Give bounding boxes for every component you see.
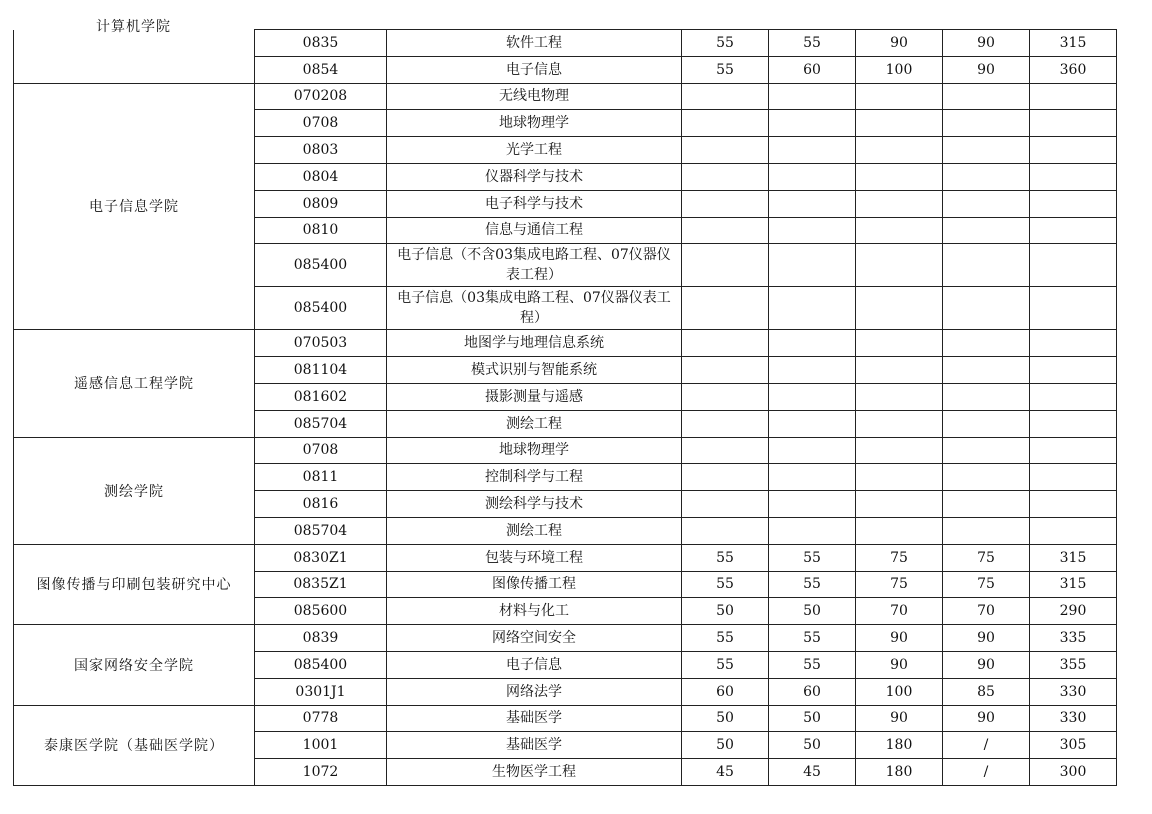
score-cell [1030, 244, 1117, 287]
major-name-cell: 地图学与地理信息系统 [387, 330, 682, 357]
major-code-cell: 085600 [255, 598, 387, 625]
score-cell: 355 [1030, 651, 1117, 678]
score-cell [1030, 464, 1117, 491]
score-cell: 90 [856, 651, 943, 678]
score-cell: 90 [943, 56, 1030, 83]
score-cell [943, 190, 1030, 217]
score-cell: 55 [682, 56, 769, 83]
admission-score-table [13, 29, 1117, 786]
score-cell [769, 464, 856, 491]
score-cell [682, 330, 769, 357]
score-cell [943, 330, 1030, 357]
major-name-cell: 测绘工程 [387, 517, 682, 544]
major-name-cell: 材料与化工 [387, 598, 682, 625]
major-name-cell: 控制科学与工程 [387, 464, 682, 491]
score-cell: 315 [1030, 30, 1117, 57]
major-code-cell: 0804 [255, 163, 387, 190]
score-cell [1030, 517, 1117, 544]
major-code-cell: 0708 [255, 110, 387, 137]
score-cell: 70 [943, 598, 1030, 625]
score-cell: 335 [1030, 625, 1117, 652]
score-cell [856, 383, 943, 410]
score-cell: 50 [769, 705, 856, 732]
score-cell [1030, 330, 1117, 357]
major-code-cell: 0811 [255, 464, 387, 491]
college-cell: 电子信息学院 [14, 83, 255, 330]
college-cell [14, 30, 255, 84]
score-cell [856, 110, 943, 137]
table-row [14, 705, 1117, 732]
score-cell [769, 190, 856, 217]
major-name-cell: 软件工程 [387, 30, 682, 57]
major-name-cell: 基础医学 [387, 705, 682, 732]
score-cell [1030, 383, 1117, 410]
score-cell: 90 [856, 625, 943, 652]
score-cell: 75 [943, 544, 1030, 571]
score-cell: 55 [769, 544, 856, 571]
major-code-cell: 0778 [255, 705, 387, 732]
major-name-cell: 电子信息 [387, 651, 682, 678]
score-cell [682, 190, 769, 217]
major-name-cell: 摄影测量与遥感 [387, 383, 682, 410]
major-name-cell: 无线电物理 [387, 83, 682, 110]
score-cell [856, 137, 943, 164]
major-code-cell: 085400 [255, 651, 387, 678]
major-name-cell: 模式识别与智能系统 [387, 357, 682, 384]
major-code-cell: 085400 [255, 287, 387, 330]
score-cell: 90 [943, 30, 1030, 57]
major-code-cell: 0839 [255, 625, 387, 652]
major-code-cell: 1001 [255, 732, 387, 759]
score-cell [943, 110, 1030, 137]
score-cell [1030, 217, 1117, 244]
score-cell [769, 163, 856, 190]
score-cell [769, 330, 856, 357]
score-cell [682, 244, 769, 287]
score-cell: 55 [769, 651, 856, 678]
score-cell: 100 [856, 56, 943, 83]
score-cell: 60 [769, 678, 856, 705]
major-code-cell: 0835 [255, 30, 387, 57]
major-name-cell: 电子信息（03集成电路工程、07仪器仪表工程） [387, 287, 682, 330]
partial-college-label: 计算机学院 [96, 19, 171, 35]
major-code-cell: 0301J1 [255, 678, 387, 705]
score-cell [1030, 190, 1117, 217]
score-cell: 100 [856, 678, 943, 705]
score-cell: 330 [1030, 705, 1117, 732]
score-cell: 90 [943, 651, 1030, 678]
score-cell [682, 163, 769, 190]
major-name-cell: 图像传播工程 [387, 571, 682, 598]
major-name-cell: 生物医学工程 [387, 759, 682, 786]
score-cell: 50 [682, 732, 769, 759]
score-cell: 85 [943, 678, 1030, 705]
score-cell [856, 491, 943, 518]
table-row [14, 30, 1117, 57]
major-code-cell: 0708 [255, 437, 387, 464]
major-code-cell: 0835Z1 [255, 571, 387, 598]
score-cell: 55 [682, 651, 769, 678]
score-cell [769, 287, 856, 330]
major-name-cell: 测绘工程 [387, 410, 682, 437]
score-cell [856, 190, 943, 217]
major-code-cell: 081104 [255, 357, 387, 384]
score-cell: 290 [1030, 598, 1117, 625]
score-cell: 50 [682, 705, 769, 732]
major-code-cell: 0810 [255, 217, 387, 244]
score-cell: 315 [1030, 544, 1117, 571]
score-cell: 180 [856, 759, 943, 786]
score-cell [856, 464, 943, 491]
score-cell [943, 517, 1030, 544]
major-code-cell: 0830Z1 [255, 544, 387, 571]
score-cell: / [943, 732, 1030, 759]
score-cell: 305 [1030, 732, 1117, 759]
score-cell: 45 [682, 759, 769, 786]
score-cell: 55 [682, 625, 769, 652]
college-cell: 遥感信息工程学院 [14, 330, 255, 437]
score-cell [943, 491, 1030, 518]
score-cell: 75 [856, 544, 943, 571]
score-cell: 50 [769, 732, 856, 759]
major-name-cell: 仪器科学与技术 [387, 163, 682, 190]
major-code-cell: 081602 [255, 383, 387, 410]
score-cell [943, 287, 1030, 330]
score-cell [769, 437, 856, 464]
score-cell [1030, 287, 1117, 330]
major-name-cell: 网络法学 [387, 678, 682, 705]
score-cell: 55 [769, 571, 856, 598]
major-name-cell: 网络空间安全 [387, 625, 682, 652]
score-cell [1030, 437, 1117, 464]
major-code-cell: 085400 [255, 244, 387, 287]
score-cell: 90 [943, 705, 1030, 732]
major-code-cell: 1072 [255, 759, 387, 786]
score-cell [1030, 357, 1117, 384]
score-cell [682, 137, 769, 164]
score-cell: 55 [682, 571, 769, 598]
table-row [14, 625, 1117, 652]
score-cell [682, 217, 769, 244]
score-cell: 55 [682, 30, 769, 57]
score-cell: 55 [682, 544, 769, 571]
score-cell: 50 [769, 598, 856, 625]
major-code-cell: 070503 [255, 330, 387, 357]
score-cell [682, 491, 769, 518]
score-cell [943, 410, 1030, 437]
major-name-cell: 电子科学与技术 [387, 190, 682, 217]
score-cell: 315 [1030, 571, 1117, 598]
score-cell [769, 110, 856, 137]
score-cell [856, 357, 943, 384]
table-row [14, 83, 1117, 110]
score-cell: 90 [856, 705, 943, 732]
score-cell [682, 287, 769, 330]
score-cell: 70 [856, 598, 943, 625]
score-cell [769, 357, 856, 384]
major-name-cell: 地球物理学 [387, 437, 682, 464]
score-cell [1030, 163, 1117, 190]
score-cell [856, 163, 943, 190]
score-cell [1030, 137, 1117, 164]
score-cell: 45 [769, 759, 856, 786]
college-cell: 国家网络安全学院 [14, 625, 255, 705]
score-cell [769, 491, 856, 518]
score-cell [769, 517, 856, 544]
college-cell: 泰康医学院（基础医学院） [14, 705, 255, 785]
major-name-cell: 基础医学 [387, 732, 682, 759]
college-cell: 测绘学院 [14, 437, 255, 544]
major-name-cell: 光学工程 [387, 137, 682, 164]
score-cell: 75 [856, 571, 943, 598]
score-cell [769, 83, 856, 110]
score-cell [682, 357, 769, 384]
college-cell: 图像传播与印刷包装研究中心 [14, 544, 255, 624]
score-cell: 55 [769, 625, 856, 652]
score-cell [1030, 110, 1117, 137]
score-cell [943, 137, 1030, 164]
score-cell [682, 517, 769, 544]
score-cell: 60 [682, 678, 769, 705]
score-cell: 330 [1030, 678, 1117, 705]
major-code-cell: 085704 [255, 517, 387, 544]
score-cell [682, 437, 769, 464]
score-cell [769, 137, 856, 164]
score-cell [943, 163, 1030, 190]
score-cell [682, 110, 769, 137]
major-name-cell: 包装与环境工程 [387, 544, 682, 571]
score-cell [943, 217, 1030, 244]
score-cell [1030, 491, 1117, 518]
major-name-cell: 电子信息 [387, 56, 682, 83]
major-name-cell: 电子信息（不含03集成电路工程、07仪器仪表工程） [387, 244, 682, 287]
score-cell: 55 [769, 30, 856, 57]
score-cell [856, 517, 943, 544]
score-cell [856, 330, 943, 357]
major-code-cell: 0809 [255, 190, 387, 217]
score-cell [1030, 410, 1117, 437]
major-code-cell: 0803 [255, 137, 387, 164]
score-cell [856, 437, 943, 464]
score-cell: 90 [943, 625, 1030, 652]
score-cell [856, 287, 943, 330]
score-cell [943, 437, 1030, 464]
table-row [14, 437, 1117, 464]
major-name-cell: 地球物理学 [387, 110, 682, 137]
score-cell: 90 [856, 30, 943, 57]
major-name-cell: 测绘科学与技术 [387, 491, 682, 518]
score-cell [1030, 83, 1117, 110]
major-name-cell: 信息与通信工程 [387, 217, 682, 244]
score-cell [682, 464, 769, 491]
score-cell [682, 83, 769, 110]
score-cell [943, 383, 1030, 410]
score-cell: 60 [769, 56, 856, 83]
score-cell [856, 217, 943, 244]
score-cell [769, 244, 856, 287]
score-cell [856, 244, 943, 287]
score-cell [943, 83, 1030, 110]
score-cell [856, 410, 943, 437]
table-row [14, 330, 1117, 357]
score-cell: / [943, 759, 1030, 786]
score-cell: 75 [943, 571, 1030, 598]
score-cell [769, 217, 856, 244]
score-cell: 360 [1030, 56, 1117, 83]
score-cell [856, 83, 943, 110]
major-code-cell: 085704 [255, 410, 387, 437]
major-code-cell: 0854 [255, 56, 387, 83]
major-code-cell: 0816 [255, 491, 387, 518]
score-cell [769, 383, 856, 410]
score-cell [682, 410, 769, 437]
score-cell [943, 244, 1030, 287]
major-code-cell: 070208 [255, 83, 387, 110]
score-cell [943, 357, 1030, 384]
score-cell: 180 [856, 732, 943, 759]
score-cell [769, 410, 856, 437]
score-cell [943, 464, 1030, 491]
score-cell [682, 383, 769, 410]
table-row [14, 544, 1117, 571]
score-cell: 300 [1030, 759, 1117, 786]
score-cell: 50 [682, 598, 769, 625]
